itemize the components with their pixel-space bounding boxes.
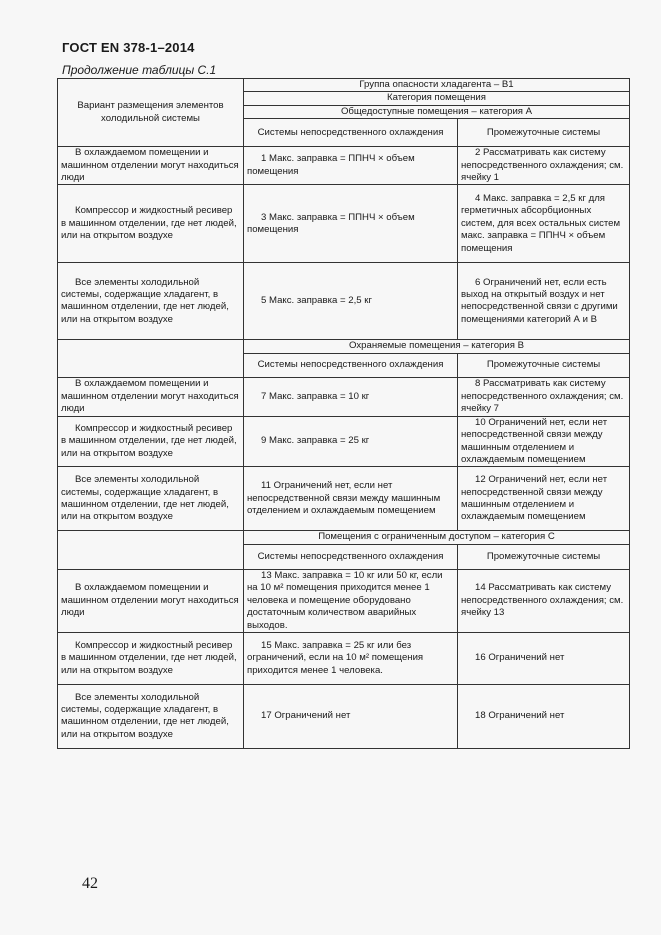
cell-12: 12 Ограничений нет, если нет непосредственной связи между машинным отделением и охлаждаемым помещением [458,467,630,531]
cell-1: 1 Макс. заправка = ППНЧ × объем помещения [244,147,458,185]
row-label-all-elements: Все элементы холодильной системы, содержащие хладагент, в машинном отделении, где нет людей, или на открытом воздухе [58,263,244,340]
cell-2: 2 Рассматривать как систему непосредственного охлаждения; см. ячейку 1 [458,147,630,185]
section-title-category-b: Охраняемые помещения – категория В [244,340,630,353]
table-continuation-caption: Продолжение таблицы С.1 [62,63,217,77]
cell-5: 5 Макс. заправка = 2,5 кг [244,263,458,340]
room-category-header: Категория помещения [244,92,630,105]
cell-10: 10 Ограничений нет, если нет непосредственной связи между машинным отделением и охлаждаемым помещением [458,416,630,467]
cell-13: 13 Макс. заправка = 10 кг или 50 кг, если на 10 м² помещения приходится менее 1 человека и помещение оборудовано достаточным количеством аварийных выходов. [244,569,458,632]
row-label-compressor: Компрессор и жидкостный ресивер в машинном отделении, где нет людей, или на открытом воздухе [58,185,244,263]
cell-14: 14 Рассматривать как систему непосредственного охлаждения; см. ячейку 13 [458,569,630,632]
page-number: 42 [82,875,98,892]
col-header-direct: Системы непосредственного охлаждения [244,544,458,569]
row-label-all-elements: Все элементы холодильной системы, содержащие хладагент, в машинном отделении, где нет людей, или на открытом воздухе [58,467,244,531]
document-title: ГОСТ EN 378-1–2014 [62,40,195,55]
cell-15: 15 Макс. заправка = 25 кг или без ограничений, если на 10 м² помещения приходится менее 1 человека. [244,632,458,684]
row-label-all-elements: Все элементы холодильной системы, содержащие хладагент, в машинном отделении, где нет людей, или на открытом воздухе [58,684,244,748]
variant-header-cell: Вариант размещения элементов холодильной системы [58,79,244,147]
cell-7: 7 Макс. заправка = 10 кг [244,377,458,416]
cell-3: 3 Макс. заправка = ППНЧ × объем помещения [244,185,458,263]
cell-9: 9 Макс. заправка = 25 кг [244,416,458,467]
row-label-cooled-space: В охлаждаемом помещении и машинном отделении могут находиться люди [58,377,244,416]
col-header-direct: Системы непосредственного охлаждения [244,119,458,147]
row-label-compressor: Компрессор и жидкостный ресивер в машинном отделении, где нет людей, или на открытом воздухе [58,416,244,467]
cell-18: 18 Ограничений нет [458,684,630,748]
col-header-direct: Системы непосредственного охлаждения [244,353,458,377]
col-header-indirect: Промежуточные системы [458,353,630,377]
group-header: Группа опасности хладагента – B1 [244,79,630,92]
row-label-cooled-space: В охлаждаемом помещении и машинном отделении могут находиться люди [58,147,244,185]
refrigerant-charge-table [57,78,630,749]
col-header-indirect: Промежуточные системы [458,119,630,147]
col-header-indirect: Промежуточные системы [458,544,630,569]
row-label-compressor: Компрессор и жидкостный ресивер в машинном отделении, где нет людей, или на открытом воздухе [58,632,244,684]
cell-6: 6 Ограничений нет, если есть выход на открытый воздух и нет непосредственной связи с другими помещениями категорий А и В [458,263,630,340]
row-label-cooled-space: В охлаждаемом помещении и машинном отделении могут находиться люди [58,569,244,632]
cell-16: 16 Ограничений нет [458,632,630,684]
cell-8: 8 Рассматривать как систему непосредственного охлаждения; см. ячейку 7 [458,377,630,416]
section-title-category-c: Помещения с ограниченным доступом – категория С [244,531,630,544]
section-title-category-a: Общедоступные помещения – категория А [244,105,630,118]
cell-4: 4 Макс. заправка = 2,5 кг для герметичных абсорбционных систем, для всех остальных систем макс. заправка = ППНЧ × объем помещения [458,185,630,263]
cell-11: 11 Ограничений нет, если нет непосредственной связи между машинным отделением и охлаждаемым помещением [244,467,458,531]
cell-17: 17 Ограничений нет [244,684,458,748]
